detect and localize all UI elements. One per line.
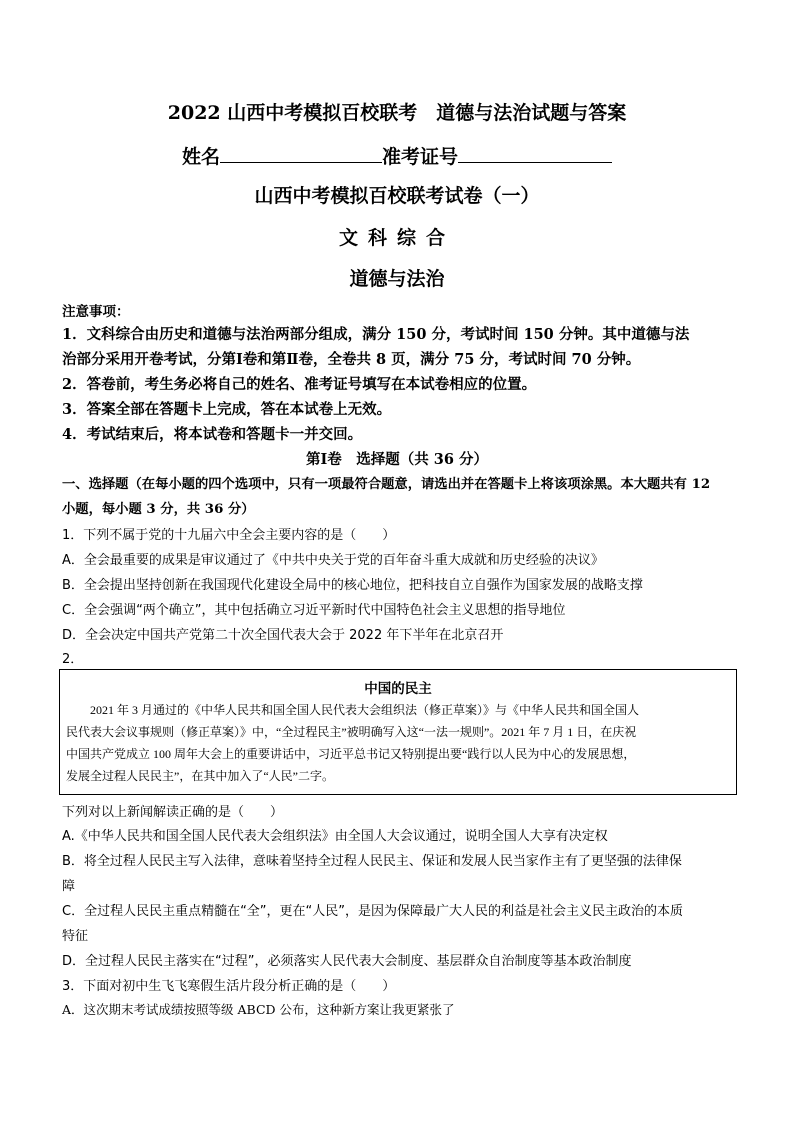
exam-id-blank[interactable] xyxy=(458,144,612,163)
question-2-option: B．将全过程人民民主写入法律，意味着坚持全过程人民民主、保证和发展人民当家作主有了更坚强的法律保 xyxy=(62,854,682,869)
subject-title: 文科综合 xyxy=(338,227,455,249)
name-blank[interactable] xyxy=(220,144,382,163)
question-2-option: 障 xyxy=(62,879,76,894)
material-line: 中国共产党成立 100 周年大会上的重要讲话中，习近平总书记又特别提出要“践行以人民为中心的发展思想， xyxy=(66,747,636,761)
document-title: 2022 山西中考模拟百校联考 道德与法治试题与答案 xyxy=(167,102,627,124)
question-3-option: A．这次期末考试成绩按照等级 ABCD 公布，这种新方案让我更紧张了 xyxy=(62,1002,455,1017)
question-1-option: A．全会最重要的成果是审议通过了《中共中央关于党的百年奋斗重大成就和历史经验的决议》 xyxy=(62,553,604,568)
section-instruction: 小题，每小题 3 分，共 36 分） xyxy=(62,502,255,517)
material-line: 发展全过程人民民主”，在其中加入了“人民”二字。 xyxy=(66,769,334,783)
notice-item: 1．文科综合由历史和道德与法治两部分组成，满分 150 分，考试时间 150 分钟。其中道德与法 xyxy=(62,326,690,343)
notice-item: 4．考试结束后，将本试卷和答题卡一并交回。 xyxy=(62,426,363,443)
subsubject-title: 道德与法治 xyxy=(349,268,445,290)
question-2-number: 2． xyxy=(62,652,84,667)
notice-item: 2．答卷前，考生务必将自己的姓名、准考证号填写在本试卷相应的位置。 xyxy=(62,376,537,393)
material-line: 民代表大会议事规则（修正草案）》中，“全过程民主”被明确写入这“一法一规则”。2021 年 7 月 1 日，在庆祝 xyxy=(66,725,637,739)
question-1-stem: 1．下列不属于党的十九届六中全会主要内容的是（ ） xyxy=(62,528,396,543)
question-1-option: C．全会强调“两个确立”，其中包括确立习近平新时代中国特色社会主义思想的指导地位 xyxy=(62,603,566,618)
section-instruction: 一、选择题（在每小题的四个选项中，只有一项最符合题意，请选出并在答题卡上将该项涂黑。本大题共有 12 xyxy=(62,477,711,492)
material-line: 2021 年 3 月通过的《中华人民共和国全国人民代表大会组织法（修正草案）》与《中华人民共和国全国人 xyxy=(90,703,640,717)
question-2-option: A.《中华人民共和国全国人民代表大会组织法》由全国人大会议通过，说明全国人大享有决定权 xyxy=(62,829,608,844)
notice-item: 治部分采用开卷考试，分第Ⅰ卷和第Ⅱ卷，全卷共 8 页，满分 75 分，考试时间 70 分钟。 xyxy=(62,351,641,368)
material-box xyxy=(59,669,737,795)
candidate-info-line xyxy=(0,142,794,169)
material-title: 中国的民主 xyxy=(364,681,432,697)
question-2-option: 特征 xyxy=(62,929,89,944)
exam-title: 山西中考模拟百校联考试卷（一） xyxy=(254,185,540,207)
question-2-option: C．全过程人民民主重点精髓在“全”，更在“人民”，是因为保障最广大人民的利益是社会主义民主政治的本质 xyxy=(62,904,684,919)
question-3-stem: 3．下面对初中生飞飞寒假生活片段分析正确的是（ ） xyxy=(62,979,396,994)
question-2-stem: 下列对以上新闻解读正确的是（ ） xyxy=(62,805,284,820)
question-2-option: D．全过程人民民主落实在“过程”，必须落实人民代表大会制度、基层群众自治制度等基本政治制度 xyxy=(62,954,632,969)
notice-heading: 注意事项： xyxy=(62,304,130,320)
section-title: 第Ⅰ卷 选择题（共 36 分） xyxy=(305,451,489,468)
question-1-option: B．全会提出坚持创新在我国现代化建设全局中的核心地位，把科技自立自强作为国家发展的战略支撑 xyxy=(62,578,643,593)
exam-id-label: 准考证号 xyxy=(382,146,459,168)
notice-item: 3．答案全部在答题卡上完成，答在本试卷上无效。 xyxy=(62,401,392,418)
name-label: 姓名 xyxy=(181,146,220,168)
question-1-option: D．全会决定中国共产党第二十次全国代表大会于 2022 年下半年在北京召开 xyxy=(62,628,504,643)
